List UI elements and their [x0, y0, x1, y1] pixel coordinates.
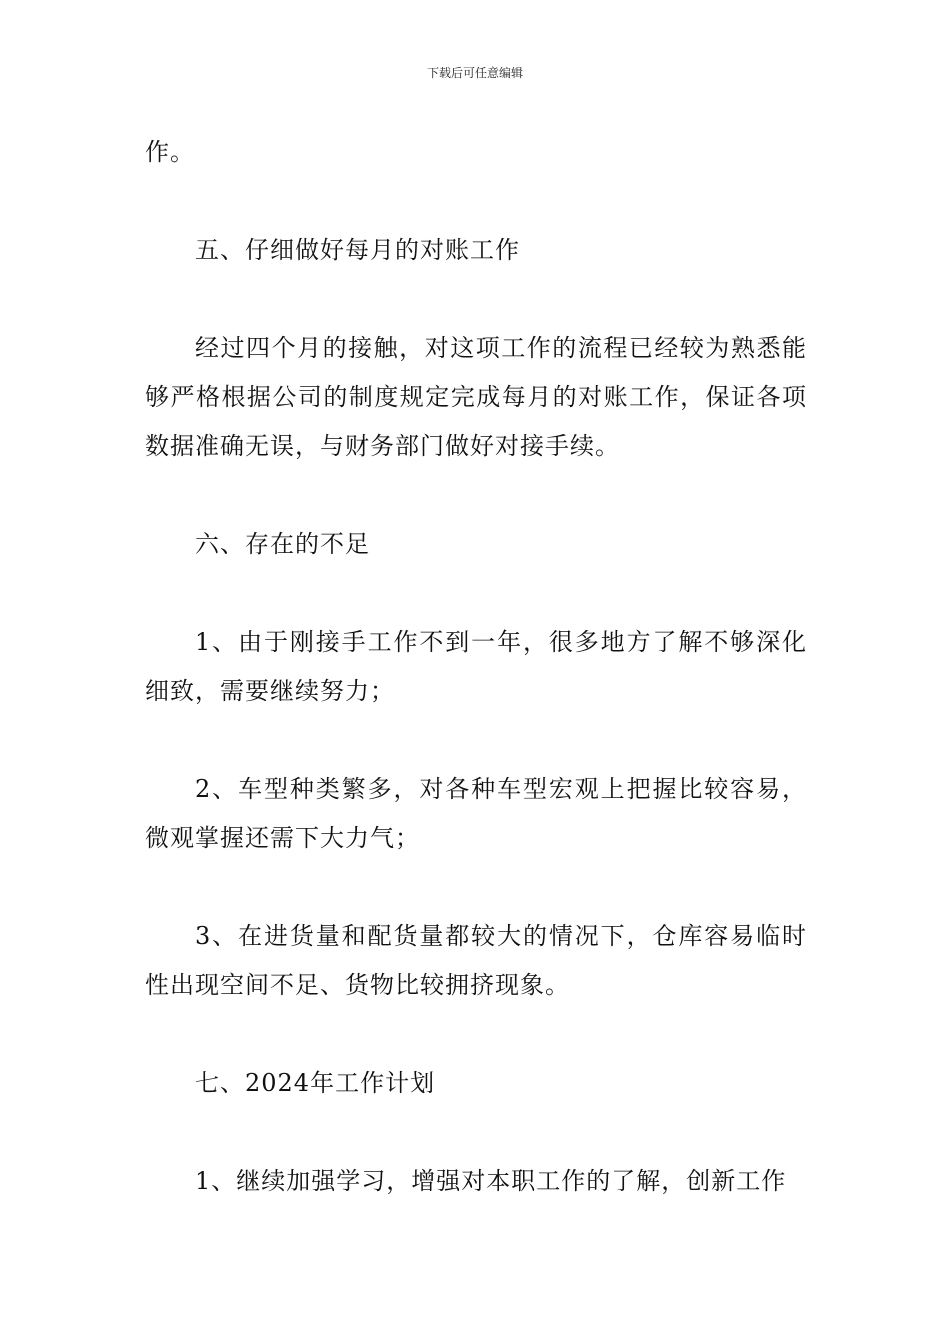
- document-body: [145, 128, 807, 1206]
- list-item-plan-1: 1、继续加强学习，增强对本职工作的了解，创新工作: [195, 1167, 787, 1195]
- list-item-shortcoming-2: 2、车型种类繁多，对各种车型宏观上把握比较容易，微观掌握还需下大力气；: [145, 775, 807, 852]
- paragraph-reconciliation: 经过四个月的接触，对这项工作的流程已经较为熟悉能够严格根据公司的制度规定完成每月的对账工作，保证各项数据准确无误，与财务部门做好对接手续。: [145, 334, 807, 460]
- list-item-shortcoming-1: 1、由于刚接手工作不到一年，很多地方了解不够深化细致，需要继续努力；: [145, 628, 807, 705]
- paragraph-continuation: 作。: [145, 138, 195, 166]
- section-heading-seven: 七、2024年工作计划: [195, 1069, 436, 1097]
- list-item-shortcoming-3: 3、在进货量和配货量都较大的情况下，仓库容易临时性出现空间不足、货物比较拥挤现象。: [145, 922, 807, 999]
- section-heading-six: 六、存在的不足: [195, 530, 370, 558]
- page-header: 下载后可任意编辑: [426, 66, 523, 80]
- section-heading-five: 五、仔细做好每月的对账工作: [195, 236, 520, 264]
